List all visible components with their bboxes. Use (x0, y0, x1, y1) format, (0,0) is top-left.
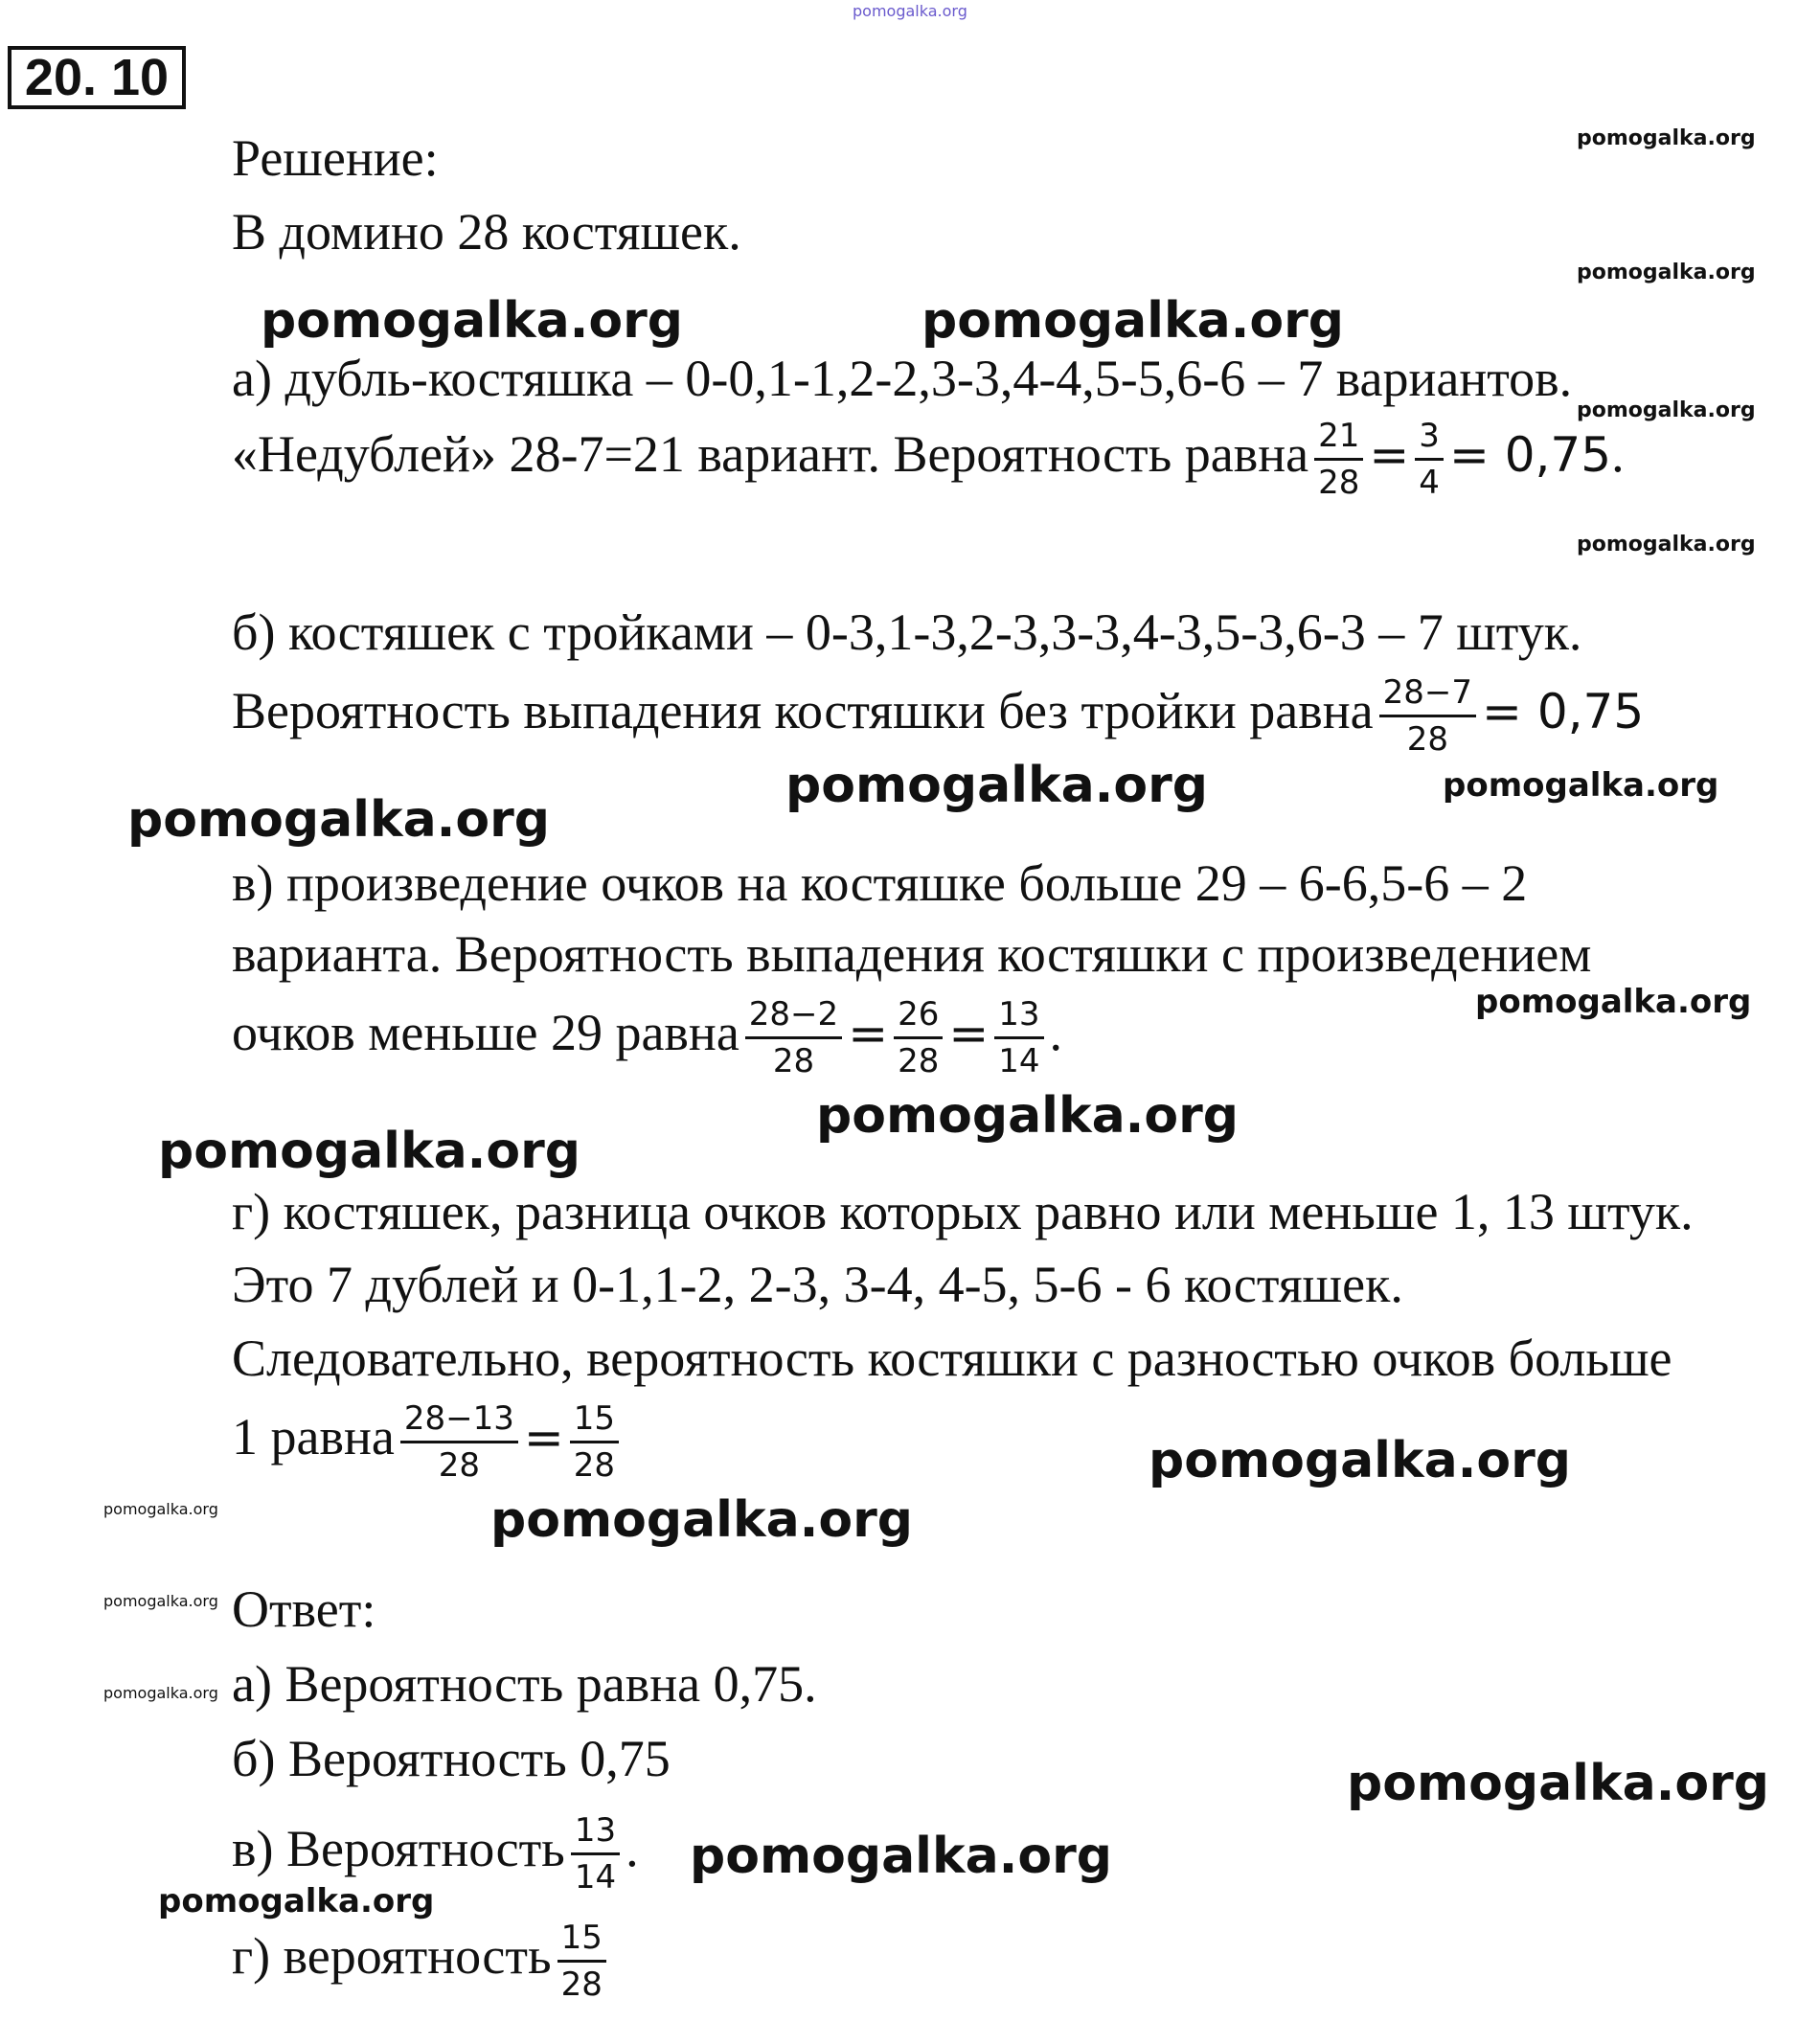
part-d-line3: Следовательно, вероятность костяшки с разностью очков больше (232, 1329, 1672, 1387)
answer-d-fraction: $\frac{15}{28}$ (557, 1920, 606, 2003)
part-d-line1: г) костяшек, разница очков которых равно или меньше 1, 13 штук. (232, 1183, 1694, 1240)
solution-heading: Решение: (232, 129, 439, 187)
part-b-text: Вероятность выпадения костяшки без тройки равна (232, 681, 1374, 739)
watermark: pomogalka.org (1443, 766, 1719, 805)
answer-heading: Ответ: (232, 1580, 376, 1638)
part-d-text: 1 равна (232, 1407, 395, 1465)
watermark: pomogalka.org (816, 1087, 1240, 1145)
watermark-top: pomogalka.org (853, 2, 967, 20)
part-d-line2: Это 7 дублей и 0-1,1-2, 2-3, 3-4, 4-5, 5-6 - 6 костяшек. (232, 1256, 1403, 1313)
watermark: pomogalka.org (103, 1592, 218, 1610)
part-b-fraction: $\frac{28-7}{28}$ (1379, 674, 1476, 758)
part-c-text: очков меньше 29 равна (232, 1003, 739, 1061)
part-a-line1: а) дубль-костяшка – 0-0,1-1,2-2,3-3,4-4,5-5,6-6 – 7 вариантов. (232, 350, 1573, 407)
part-d-fraction-1: $\frac{28-13}{28}$ (400, 1400, 518, 1484)
watermark: pomogalka.org (158, 1882, 435, 1920)
answer-c: в) Вероятность $\frac{13}{14}$ . (232, 1811, 639, 1897)
watermark: pomogalka.org (490, 1491, 914, 1549)
part-c-fraction-2: $\frac{26}{28}$ (894, 996, 943, 1079)
watermark: pomogalka.org (785, 757, 1209, 814)
watermark: pomogalka.org (690, 1828, 1113, 1885)
part-d-line4: 1 равна $\frac{28-13}{28}$ = $\frac{15}{28}$ (232, 1400, 625, 1484)
solution-intro: В домино 28 костяшек. (232, 203, 741, 261)
watermark: pomogalka.org (1577, 261, 1756, 284)
answer-a: а) Вероятность равна 0,75. (232, 1655, 817, 1713)
watermark: pomogalka.org (1475, 983, 1752, 1021)
answer-b: б) Вероятность 0,75 (232, 1730, 671, 1787)
watermark: pomogalka.org (1347, 1755, 1770, 1812)
answer-c-fraction: $\frac{13}{14}$ (571, 1812, 620, 1896)
watermark: pomogalka.org (1577, 126, 1756, 150)
task-number-box: 20. 10 (8, 46, 186, 109)
watermark: pomogalka.org (1577, 398, 1756, 422)
part-a-fraction-21-28: $\frac{21}{28}$ (1314, 418, 1363, 501)
part-c-fraction-3: $\frac{13}{14}$ (994, 996, 1043, 1079)
watermark: pomogalka.org (158, 1123, 581, 1180)
watermark: pomogalka.org (103, 1684, 218, 1702)
part-c-line1: в) произведение очков на костяшке больше 29 – 6-6,5-6 – 2 (232, 854, 1528, 912)
part-d-fraction-2: $\frac{15}{28}$ (570, 1400, 619, 1484)
watermark: pomogalka.org (921, 292, 1345, 350)
part-b-line2: Вероятность выпадения костяшки без тройки равна $\frac{28-7}{28}$ = 0,75 (232, 673, 1645, 759)
part-b-line1: б) костяшек с тройками – 0-3,1-3,2-3,3-3,4-3,5-3,6-3 – 7 штук. (232, 603, 1582, 661)
part-c-fraction-1: $\frac{28-2}{28}$ (745, 996, 842, 1079)
watermark: pomogalka.org (1577, 533, 1756, 557)
watermark: pomogalka.org (261, 292, 684, 350)
part-a-text: «Недублей» 28-7=21 вариант. Вероятность равна (232, 424, 1309, 483)
part-c-line2: варианта. Вероятность выпадения костяшки с произведением (232, 925, 1592, 983)
part-a-fraction-3-4: $\frac{3}{4}$ (1415, 418, 1444, 501)
watermark: pomogalka.org (103, 1500, 218, 1518)
answer-d: г) вероятность $\frac{15}{28}$ (232, 1920, 612, 2003)
part-c-line3: очков меньше 29 равна $\frac{28-2}{28}$ = $\frac{26}{28}$ = $\frac{13}{14}$ . (232, 995, 1063, 1080)
watermark: pomogalka.org (1149, 1432, 1572, 1489)
watermark: pomogalka.org (127, 791, 551, 849)
part-a-line2: «Недублей» 28-7=21 вариант. Вероятность равна $\frac{21}{28}$ = $\frac{3}{4}$ = 0,75. (232, 417, 1625, 502)
